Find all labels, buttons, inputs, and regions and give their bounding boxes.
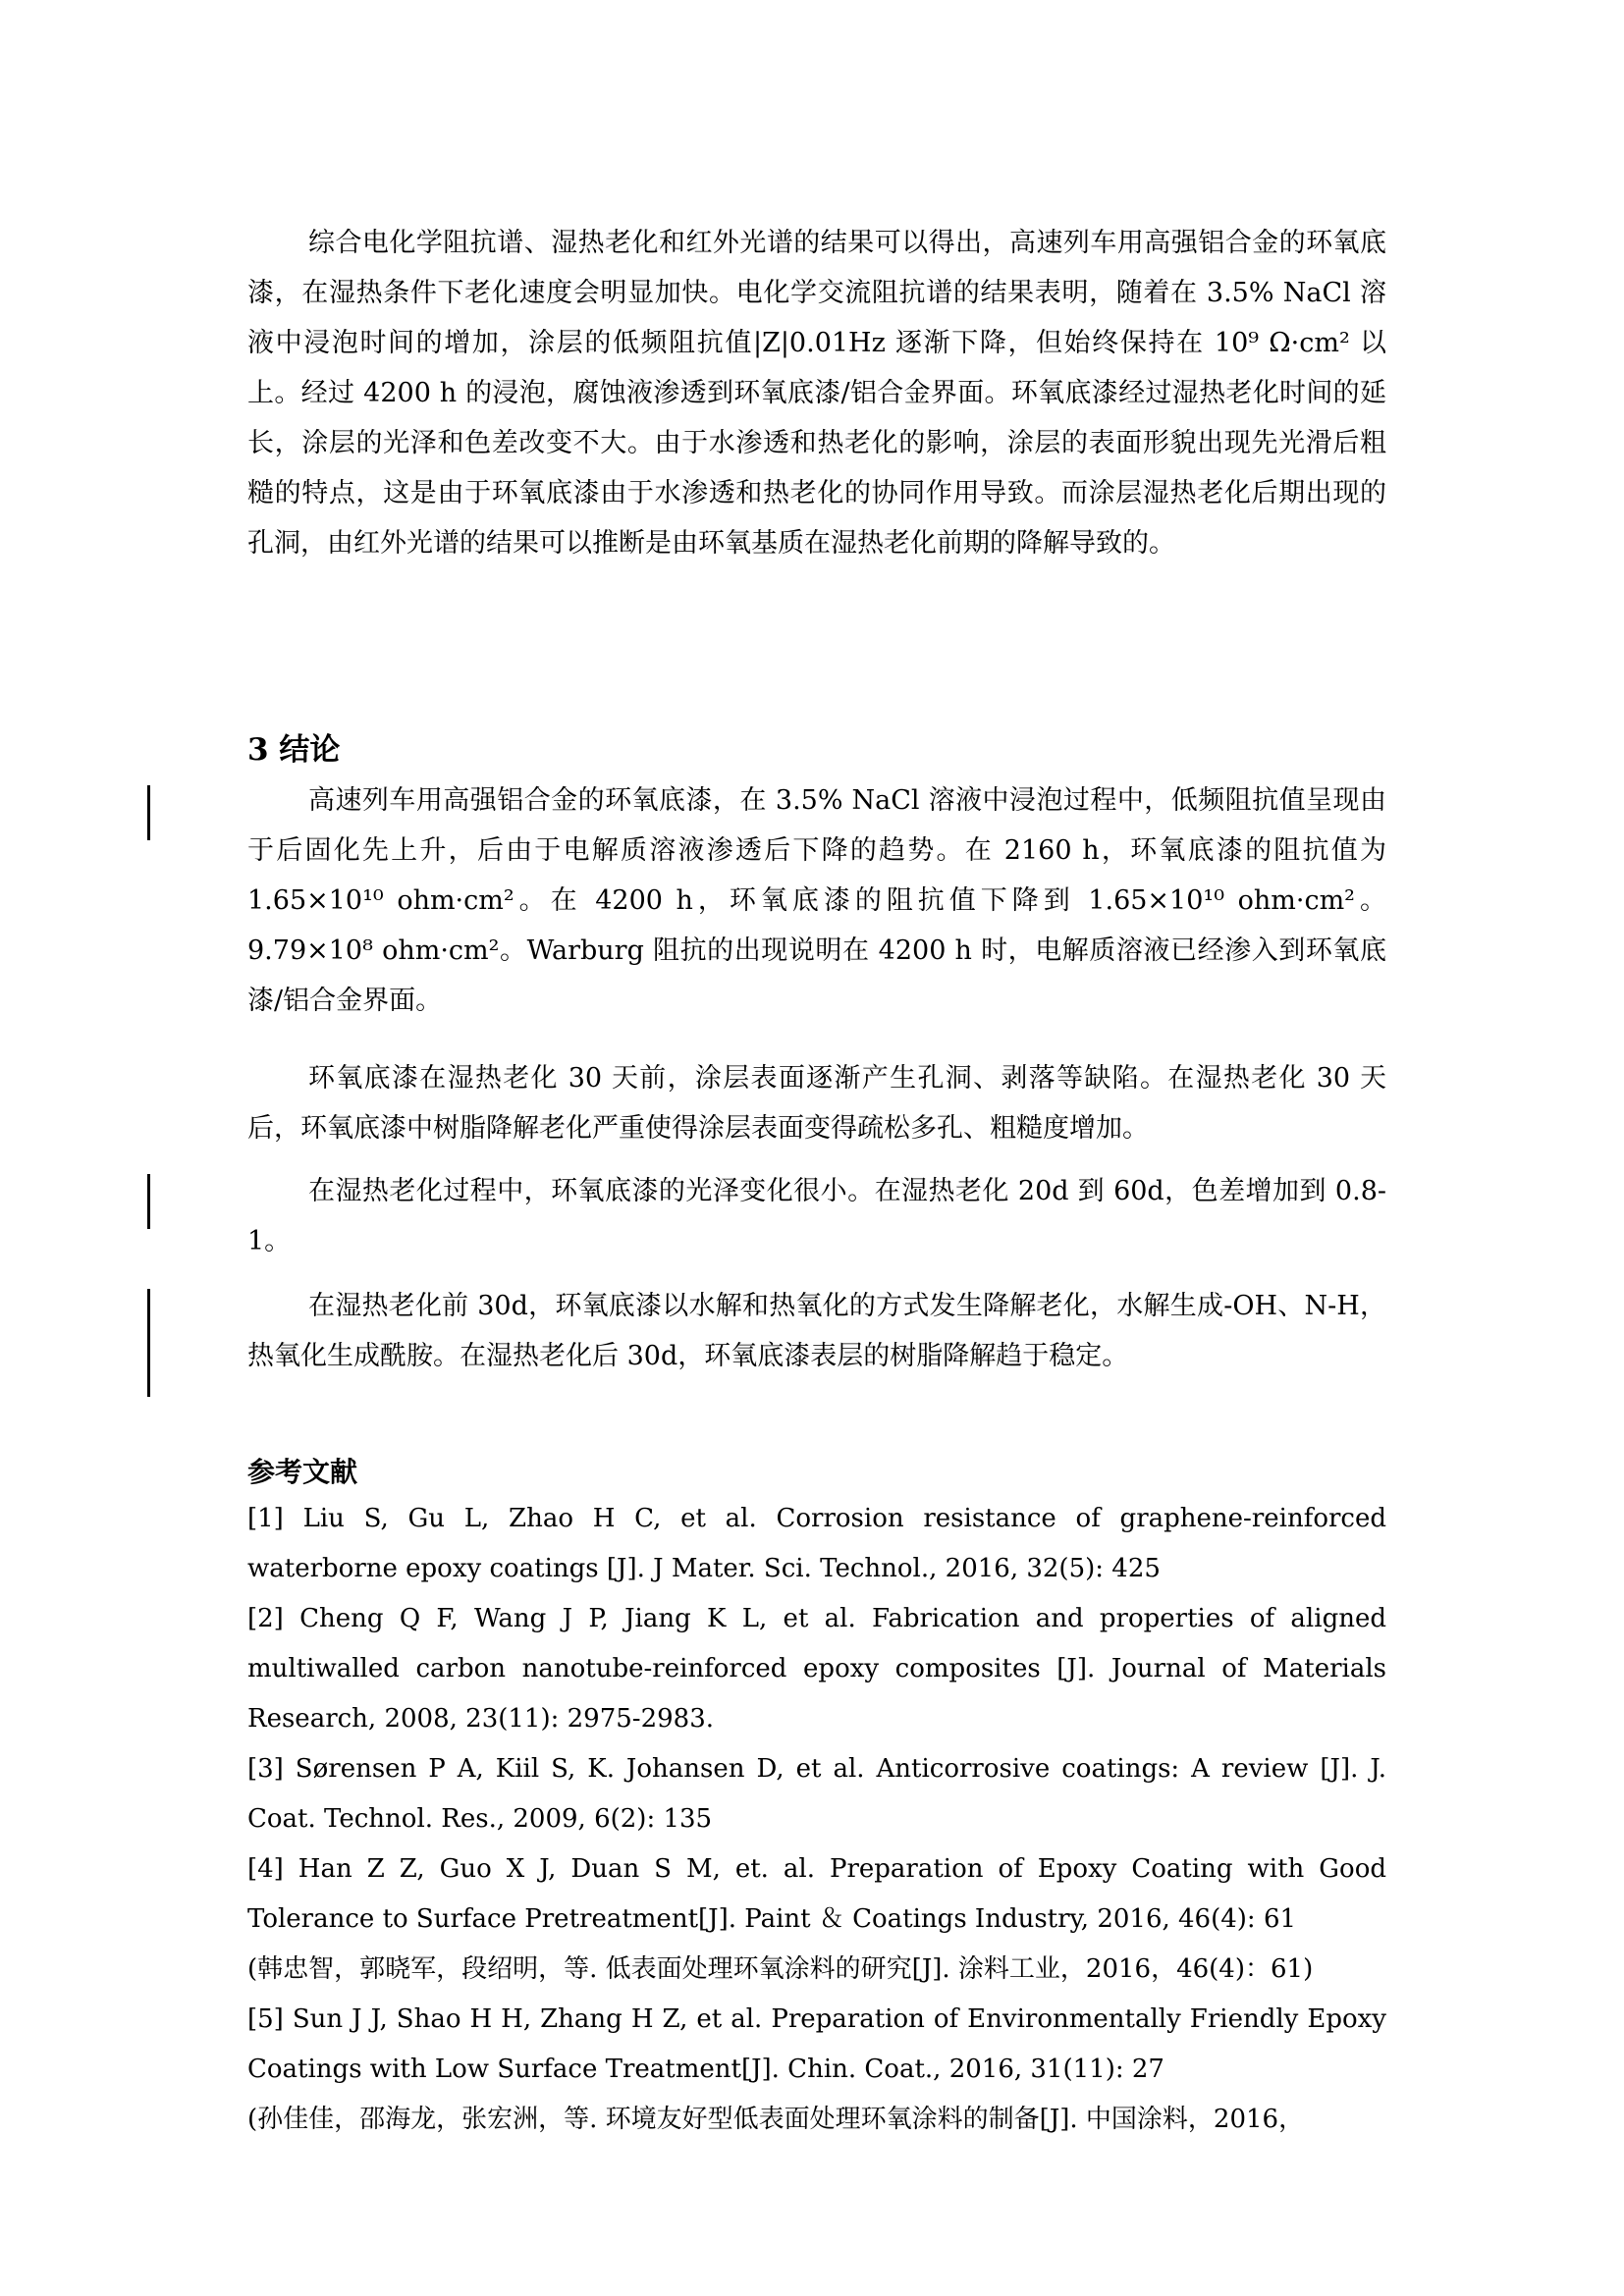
reference-item: [4] Han Z Z, Guo X J, Duan S M, et. al. Preparation of Epoxy Coating with Good Tolerance to Surface Pretreatment[J]. Paint ＆ Coatings Industry, 2016, 46(4): 61 [247,1854,1386,1934]
conclusion-paragraph-1: 高速列车用高强铝合金的环氧底漆，在 3.5% NaCl 溶液中浸泡过程中，低频阻抗值呈现由于后固化先上升，后由于电解质溶液渗透后下降的趋势。在 2160 h，环氧底漆的阻抗值为 1.65×10¹⁰ ohm·cm²。在 4200 h，环氧底漆的阻抗值下降到 1.65×10¹⁰ ohm·cm²。9.79×10⁸ ohm·cm²。Warburg 阻抗的出现说明在 4200 h 时，电解质溶液已经渗入到环氧底漆/铝合金界面。 [247,785,1386,1016]
reference-item: [2] Cheng Q F, Wang J P, Jiang K L, et al. Fabrication and properties of aligned multiwalled carbon nanotube-reinforced epoxy composites [J]. Journal of Materials Research, 2008, 23(11): 2975-2983. [247,1604,1386,1734]
change-bar [147,1289,150,1397]
conclusion-heading: 3 结论 [247,732,341,768]
reference-item: [3] Sørensen P A, Kiil S, K. Johansen D, et al. Anticorrosive coatings: A review [J]. J. Coat. Technol. Res., 2009, 6(2): 135 [247,1754,1386,1834]
references-title: 参考文献 [247,1456,358,1488]
change-bar [147,1174,150,1229]
change-bar [147,785,150,840]
summary-paragraph: 综合电化学阻抗谱、湿热老化和红外光谱的结果可以得出，高速列车用高强铝合金的环氧底漆，在湿热条件下老化速度会明显加快。电化学交流阻抗谱的结果表明，随着在 3.5% NaCl 溶液中浸泡时间的增加，涂层的低频阻抗值|Z|0.01Hz 逐渐下降，但始终保持在 10⁹ Ω·cm² 以上。经过 4200 h 的浸泡，腐蚀液渗透到环氧底漆/铝合金界面。环氧底漆经过湿热老化时间的延长，涂层的光泽和色差改变不大。由于水渗透和热老化的影响，涂层的表面形貌出现先光滑后粗糙的特点，这是由于环氧底漆由于水渗透和热老化的协同作用导致。而涂层湿热老化后期出现的孔洞，由红外光谱的结果可以推断是由环氧基质在湿热老化前期的降解导致的。 [247,228,1386,559]
conclusion-paragraph-3: 在湿热老化过程中，环氧底漆的光泽变化很小。在湿热老化 20d 到 60d，色差增加到 0.8-1。 [247,1176,1386,1256]
reference-item: (韩忠智，郭晓军，段绍明，等. 低表面处理环氧涂料的研究[J]. 涂料工业，2016，46(4)：61) [247,1954,1314,1984]
reference-item: [1] Liu S, Gu L, Zhao H C, et al. Corrosion resistance of graphene-reinforced waterborne epoxy coatings [J]. J Mater. Sci. Technol., 2016, 32(5): 425 [247,1504,1386,1583]
reference-item: [5] Sun J J, Shao H H, Zhang H Z, et al. Preparation of Environmentally Friendly Epoxy Coatings with Low Surface Treatment[J]. Chin. Coat., 2016, 31(11): 27 [247,2004,1386,2084]
reference-item: (孙佳佳，邵海龙，张宏洲，等. 环境友好型低表面处理环氧涂料的制备[J]. 中国涂料，2016， [247,2105,1305,2134]
conclusion-paragraph-2: 环氧底漆在湿热老化 30 天前，涂层表面逐渐产生孔洞、剥落等缺陷。在湿热老化 30 天后，环氧底漆中树脂降解老化严重使得涂层表面变得疏松多孔、粗糙度增加。 [247,1063,1386,1144]
conclusion-paragraph-4: 在湿热老化前 30d，环氧底漆以水解和热氧化的方式发生降解老化，水解生成-OH、N-H，热氧化生成酰胺。在湿热老化后 30d，环氧底漆表层的树脂降解趋于稳定。 [247,1291,1386,1371]
reference-list [247,1494,1386,2145]
